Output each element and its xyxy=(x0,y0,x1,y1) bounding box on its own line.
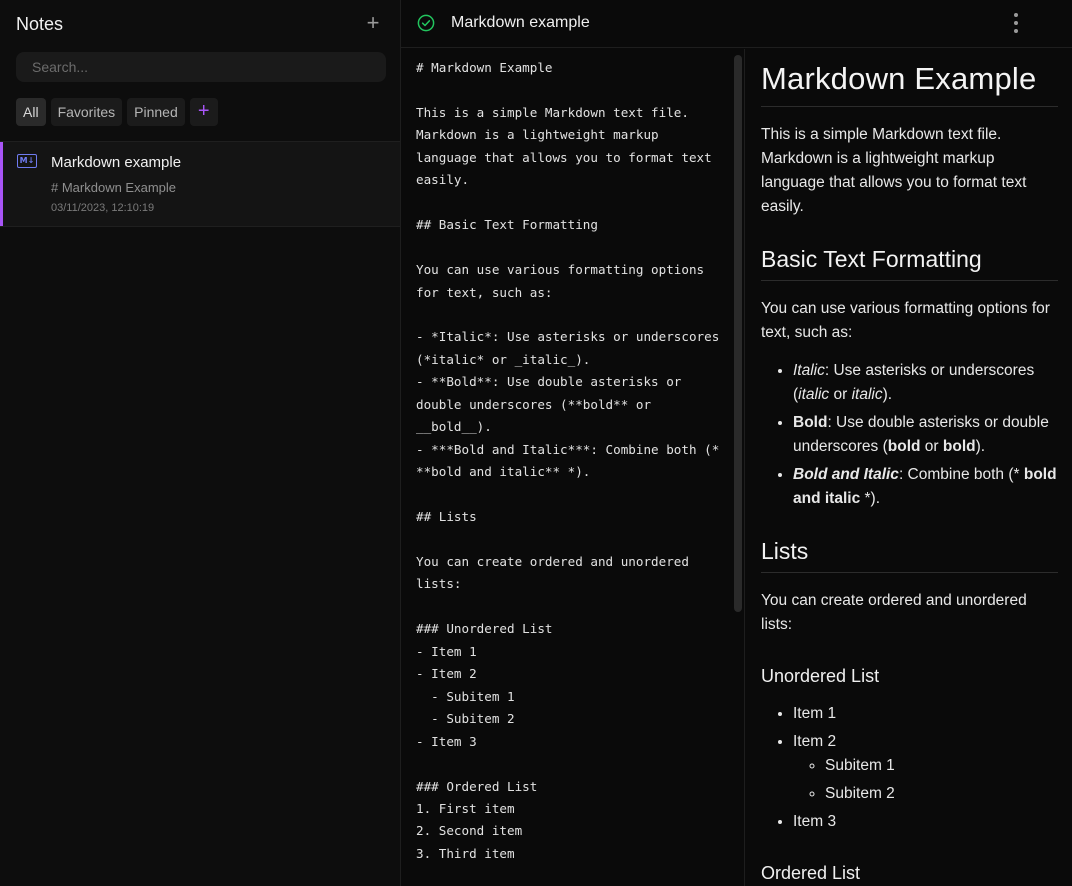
list-item xyxy=(793,730,1058,806)
editor-scrollbar[interactable] xyxy=(734,55,742,612)
list-item: • Item 1 xyxy=(793,702,1058,726)
list-item-label: Item 2 xyxy=(793,733,837,750)
markdown-icon: M↓ xyxy=(17,154,37,168)
list-item: • Item 3 xyxy=(793,810,1058,834)
list-item xyxy=(793,411,1058,459)
note-title: Markdown example xyxy=(51,154,182,171)
preview-h2-lists: Lists xyxy=(761,537,1058,573)
dot-icon xyxy=(1014,21,1018,25)
filter-favorites[interactable]: Favorites xyxy=(51,98,123,126)
notes-sidebar xyxy=(0,0,401,886)
italic-example: italic xyxy=(851,386,883,403)
preview-h3-ordered: Ordered List xyxy=(761,863,861,883)
bold-example: bold xyxy=(887,438,921,455)
italic-end: ). xyxy=(882,386,893,403)
markdown-editor[interactable] xyxy=(401,49,745,886)
markdown-preview xyxy=(746,49,1072,886)
dot-icon xyxy=(1014,13,1018,17)
list-item xyxy=(793,463,1058,511)
bold-sep: or xyxy=(920,438,943,455)
preview-h2-formatting: Basic Text Formatting xyxy=(761,245,1058,281)
bold-term: Bold xyxy=(793,414,828,431)
selected-indicator xyxy=(0,142,3,226)
italic-sep: or xyxy=(829,386,852,403)
new-note-button[interactable]: + xyxy=(366,10,380,35)
list-item xyxy=(793,359,1058,407)
bolditalic-end: *). xyxy=(860,490,880,507)
note-list-item[interactable] xyxy=(0,141,400,227)
bold-text: : Use double asterisks or double underscores ( xyxy=(793,414,1049,455)
italic-term: Italic xyxy=(793,362,825,379)
unordered-list xyxy=(761,702,1058,834)
filter-pinned[interactable]: Pinned xyxy=(127,98,185,126)
bold-end: ). xyxy=(975,438,986,455)
bolditalic-term: Bold and Italic xyxy=(793,466,899,483)
filter-tabs xyxy=(16,98,218,126)
filter-all[interactable]: All xyxy=(16,98,46,126)
formatting-list xyxy=(761,359,1058,511)
note-preview: # Markdown Example xyxy=(51,180,176,195)
note-header xyxy=(401,0,1072,48)
preview-formatting-intro: You can use various formatting options for text, such as: xyxy=(761,300,1050,341)
bolditalic-text: : Combine both (* xyxy=(898,466,1024,483)
more-options-button[interactable] xyxy=(1006,10,1026,36)
sidebar-title: Notes xyxy=(16,14,64,34)
preview-h1: Markdown Example xyxy=(761,61,1058,107)
search-input[interactable] xyxy=(16,52,386,82)
sub-list xyxy=(793,754,1058,806)
sidebar-header xyxy=(16,10,384,35)
bolditalic-example: bold and italic xyxy=(793,466,1057,507)
editor-text[interactable]: # Markdown Example This is a simple Markdown text file. Markdown is a lightweight markup language that allows you to format text easily. ## Basic Text Formatting You can use various formatting options for text, such as: - *Italic*: Use asterisks or underscores (*italic* or _italic_). - **Bold**: Use double asterisks or double underscores (**bold** or __bold__). - ***Bold and Italic***: Combine both (* **bold and italic** *). ## Lists You can create ordered and unordered lists: ### Unordered List - Item 1 - Item 2 - Subitem 1 - Subitem 2 - Item 3 ### Ordered List 1. First item 2. Second item 3. Third item xyxy=(416,60,720,861)
note-date: 03/11/2023, 12:10:19 xyxy=(51,202,155,214)
bold-example: bold xyxy=(942,438,976,455)
add-filter-button[interactable]: + xyxy=(190,98,218,126)
preview-intro: This is a simple Markdown text file. Markdown is a lightweight markup language that allows you to format text easily. xyxy=(761,126,1027,215)
preview-lists-intro: You can create ordered and unordered lists: xyxy=(761,592,1027,633)
sub-list-item: ◦ Subitem 2 xyxy=(825,782,1058,806)
sub-list-item: ◦ Subitem 1 xyxy=(825,754,1058,778)
dot-icon xyxy=(1014,29,1018,33)
check-circle-icon xyxy=(417,14,435,32)
italic-text: : Use asterisks or underscores ( xyxy=(793,362,1035,403)
note-title-heading: Markdown example xyxy=(451,14,590,31)
preview-h3-unordered: Unordered List xyxy=(761,666,880,686)
italic-example: italic xyxy=(798,386,830,403)
